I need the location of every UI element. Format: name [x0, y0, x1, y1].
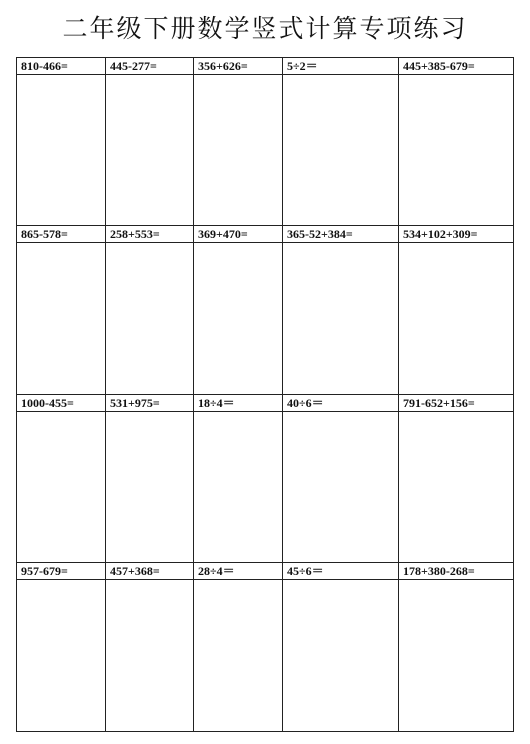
work-area[interactable] [194, 580, 282, 731]
problem-expression: 365-52+384= [283, 226, 398, 243]
problem-cell [17, 58, 106, 226]
work-area[interactable] [399, 75, 513, 225]
problem-cell [106, 563, 194, 731]
problem-expression: 457+368= [106, 563, 193, 580]
problem-expression: 5÷2＝ [283, 58, 398, 75]
problem-cell [106, 226, 194, 394]
work-area[interactable] [194, 243, 282, 393]
problem-cell [399, 395, 513, 563]
problem-cell [399, 226, 513, 394]
problem-expression: 810-466= [17, 58, 105, 75]
problem-expression: 865-578= [17, 226, 105, 243]
problem-expression: 258+553= [106, 226, 193, 243]
problem-expression: 534+102+309= [399, 226, 513, 243]
problem-expression: 40÷6＝ [283, 395, 398, 412]
problem-cell [194, 58, 283, 226]
work-area[interactable] [106, 75, 193, 225]
work-area[interactable] [399, 243, 513, 393]
problem-cell [17, 395, 106, 563]
problem-cell [283, 58, 399, 226]
problem-cell [283, 226, 399, 394]
work-area[interactable] [283, 580, 398, 731]
problem-cell [17, 563, 106, 731]
problem-expression: 1000-455= [17, 395, 105, 412]
work-area[interactable] [17, 75, 105, 225]
problem-expression: 356+626= [194, 58, 282, 75]
problem-expression: 445+385-679= [399, 58, 513, 75]
work-area[interactable] [106, 580, 193, 731]
problem-cell [17, 226, 106, 394]
problem-expression: 531+975= [106, 395, 193, 412]
work-area[interactable] [399, 412, 513, 562]
work-area[interactable] [194, 412, 282, 562]
problem-expression: 18÷4＝ [194, 395, 282, 412]
work-area[interactable] [283, 75, 398, 225]
problem-expression: 178+380-268= [399, 563, 513, 580]
work-area[interactable] [17, 580, 105, 731]
work-area[interactable] [106, 412, 193, 562]
problem-cell [194, 563, 283, 731]
problem-expression: 28÷4＝ [194, 563, 282, 580]
problem-expression: 45÷6＝ [283, 563, 398, 580]
problem-expression: 369+470= [194, 226, 282, 243]
work-area[interactable] [399, 580, 513, 731]
work-area[interactable] [283, 412, 398, 562]
problem-cell [399, 563, 513, 731]
work-area[interactable] [106, 243, 193, 393]
problem-expression: 445-277= [106, 58, 193, 75]
work-area[interactable] [17, 412, 105, 562]
page-title: 二年级下册数学竖式计算专项练习 [62, 14, 468, 43]
problem-cell [106, 395, 194, 563]
problem-cell [194, 226, 283, 394]
problem-cell [194, 395, 283, 563]
problem-cell [283, 563, 399, 731]
problem-cell [106, 58, 194, 226]
problem-expression: 791-652+156= [399, 395, 513, 412]
work-area[interactable] [17, 243, 105, 393]
problem-expression: 957-679= [17, 563, 105, 580]
problem-cell [399, 58, 513, 226]
work-area[interactable] [283, 243, 398, 393]
work-area[interactable] [194, 75, 282, 225]
worksheet-grid [16, 57, 514, 732]
problem-cell [283, 395, 399, 563]
